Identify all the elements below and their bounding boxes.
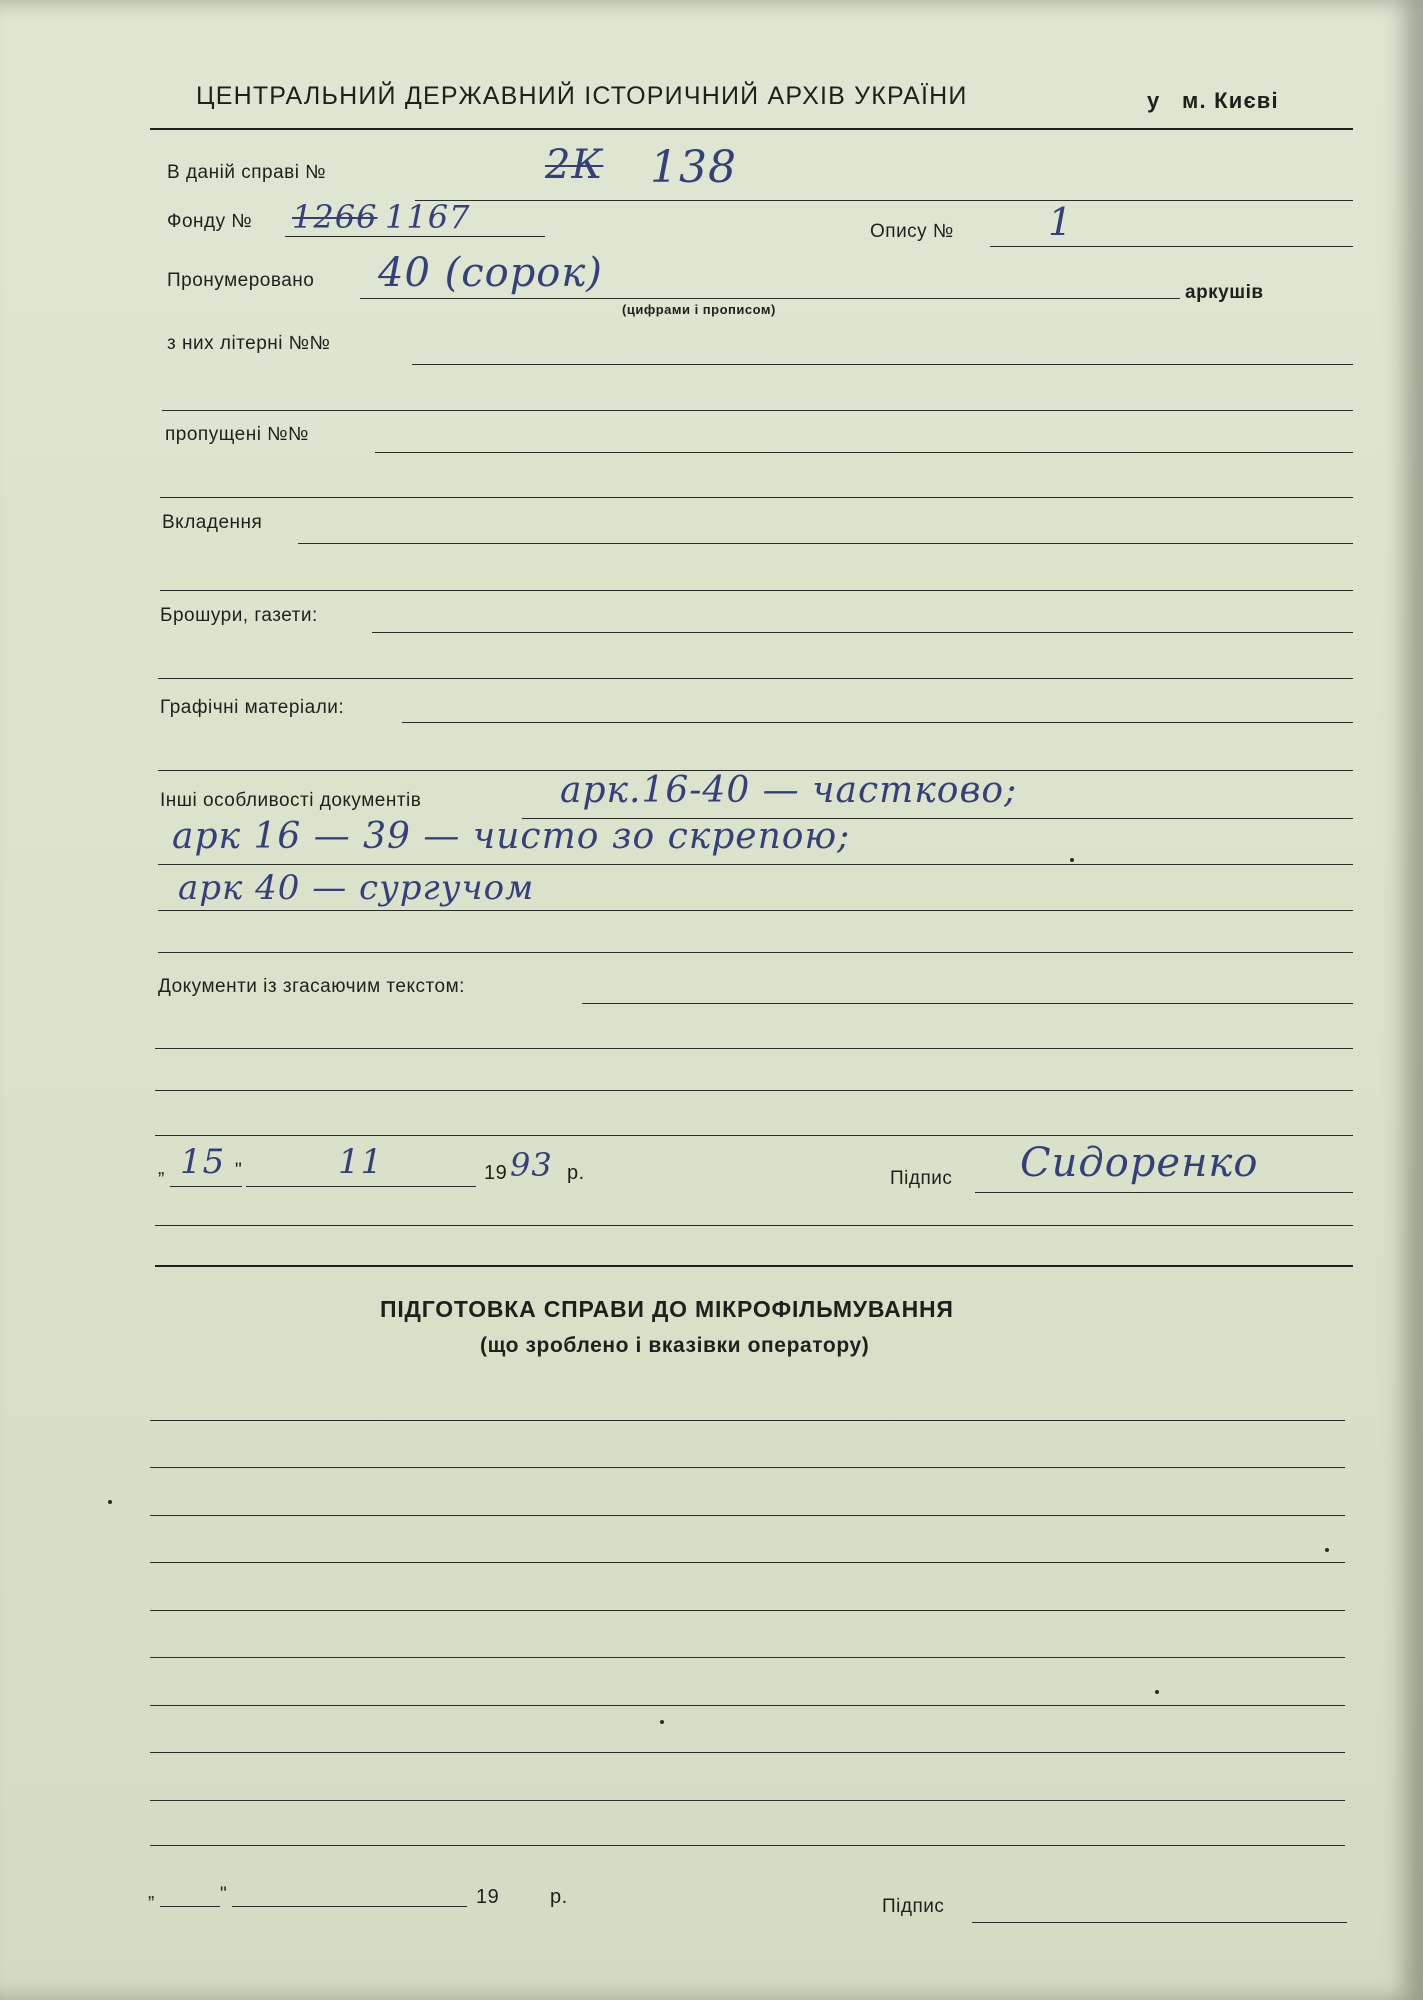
letter-numbers-line-1 bbox=[412, 364, 1353, 365]
microfilm-date-day-line bbox=[160, 1906, 220, 1907]
fading-text-line-3 bbox=[155, 1090, 1353, 1091]
paper-speck bbox=[1325, 1548, 1329, 1552]
fund-value: 1167 bbox=[385, 198, 471, 236]
fading-text-line-1 bbox=[582, 1003, 1353, 1004]
signature-value: Сидоренко bbox=[1020, 1140, 1259, 1186]
paper-speck bbox=[660, 1720, 664, 1724]
sheets-label: аркушів bbox=[1185, 282, 1264, 303]
brochures-line-2 bbox=[158, 678, 1353, 679]
graphic-materials-line-1 bbox=[402, 722, 1353, 723]
closing-line-1 bbox=[155, 1225, 1353, 1226]
microfilm-line-10 bbox=[150, 1845, 1345, 1846]
date-month: 11 bbox=[338, 1142, 384, 1182]
microfilm-date-year-prefix: 19 bbox=[476, 1886, 500, 1908]
microfilm-line-3 bbox=[150, 1515, 1345, 1516]
date-day: 15 bbox=[180, 1142, 226, 1182]
inventory-value: 1 bbox=[1048, 200, 1074, 244]
inventory-line bbox=[990, 246, 1353, 247]
other-features-line-4 bbox=[158, 952, 1353, 953]
microfilm-line-8 bbox=[150, 1752, 1345, 1753]
microfilm-date-quote-close: " bbox=[220, 1884, 228, 1905]
case-number-label: В даній справі № bbox=[167, 162, 327, 183]
date-suffix: р. bbox=[567, 1162, 585, 1184]
brochures-line-1 bbox=[372, 632, 1353, 633]
enclosures-line-2 bbox=[160, 590, 1353, 591]
other-features-note-1: арк.16-40 — частково; bbox=[560, 770, 1018, 811]
numbered-line bbox=[360, 298, 1180, 299]
case-number-struck: 2К bbox=[545, 142, 604, 188]
numbered-hint: (цифрами і прописом) bbox=[622, 302, 776, 317]
microfilm-signature-line bbox=[972, 1922, 1347, 1923]
fund-line bbox=[285, 236, 545, 237]
date-year-prefix: 19 bbox=[484, 1162, 508, 1184]
letter-numbers-line-2 bbox=[162, 410, 1353, 411]
microfilm-signature-label: Підпис bbox=[882, 1896, 945, 1917]
fund-struck: 1266 bbox=[292, 198, 378, 236]
other-features-label: Інші особливості документів bbox=[160, 790, 422, 811]
microfilm-line-6 bbox=[150, 1657, 1345, 1658]
missing-numbers-line-2 bbox=[160, 497, 1353, 498]
signature-label: Підпис bbox=[890, 1168, 953, 1189]
microfilm-date-quote-open: „ bbox=[148, 1882, 155, 1903]
numbered-label: Пронумеровано bbox=[167, 270, 315, 291]
other-features-note-3: арк 40 — сургучом bbox=[178, 868, 535, 908]
enclosures-label: Вкладення bbox=[162, 512, 263, 533]
microfilm-line-9 bbox=[150, 1800, 1345, 1801]
city-name: м. Києві bbox=[1182, 88, 1279, 113]
other-features-line-3 bbox=[158, 910, 1353, 911]
missing-numbers-label: пропущені №№ bbox=[165, 424, 309, 445]
date-quote-open: „ bbox=[158, 1158, 165, 1179]
letter-numbers-label: з них літерні №№ bbox=[167, 333, 331, 354]
microfilm-line-7 bbox=[150, 1705, 1345, 1706]
paper-speck bbox=[1155, 1690, 1159, 1694]
enclosures-line-1 bbox=[298, 543, 1353, 544]
paper-speck bbox=[1070, 858, 1074, 862]
microfilm-subtitle: (що зроблено і вказівки оператору) bbox=[480, 1334, 870, 1357]
microfilm-line-5 bbox=[150, 1610, 1345, 1611]
microfilm-title: ПІДГОТОВКА СПРАВИ ДО МІКРОФІЛЬМУВАННЯ bbox=[380, 1296, 954, 1322]
graphic-materials-label: Графічні матеріали: bbox=[160, 697, 345, 718]
numbered-value: 40 (сорок) bbox=[378, 250, 603, 296]
microfilm-date-suffix: р. bbox=[550, 1886, 568, 1908]
city-prefix: у bbox=[1147, 88, 1161, 113]
paper-speck bbox=[108, 1500, 112, 1504]
microfilm-line-2 bbox=[150, 1467, 1345, 1468]
date-quote-close: " bbox=[235, 1160, 243, 1181]
other-features-line-2 bbox=[158, 864, 1353, 865]
case-number-value: 138 bbox=[650, 142, 737, 193]
signature-line bbox=[975, 1192, 1353, 1193]
microfilm-date-month-line bbox=[232, 1906, 467, 1907]
header-rule bbox=[150, 128, 1353, 130]
inventory-label: Опису № bbox=[870, 221, 954, 242]
microfilm-line-1 bbox=[150, 1420, 1345, 1421]
fading-text-line-2 bbox=[155, 1048, 1353, 1049]
section-divider bbox=[155, 1265, 1353, 1267]
date-year: 93 bbox=[510, 1146, 553, 1184]
archive-title: ЦЕНТРАЛЬНИЙ ДЕРЖАВНИЙ ІСТОРИЧНИЙ АРХІВ УКРАЇНИ bbox=[196, 82, 968, 110]
brochures-label: Брошури, газети: bbox=[160, 605, 318, 626]
case-number-line bbox=[415, 200, 1353, 201]
other-features-note-2: арк 16 — 39 — чисто зо скрепою; bbox=[172, 816, 851, 857]
fund-label: Фонду № bbox=[167, 211, 253, 232]
date-month-line bbox=[246, 1186, 476, 1187]
fading-text-line-4 bbox=[155, 1135, 1353, 1136]
fading-text-label: Документи із згасаючим текстом: bbox=[158, 976, 465, 997]
date-day-line bbox=[170, 1186, 242, 1187]
missing-numbers-line-1 bbox=[375, 452, 1353, 453]
microfilm-line-4 bbox=[150, 1562, 1345, 1563]
